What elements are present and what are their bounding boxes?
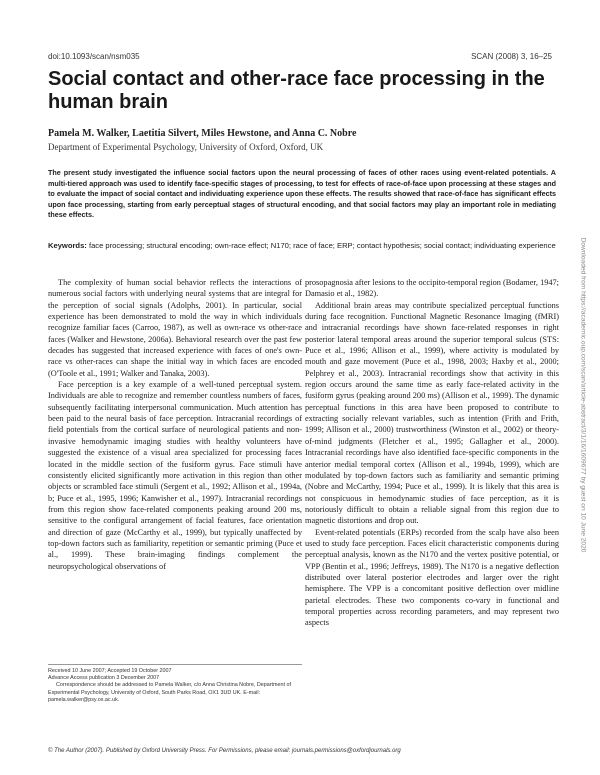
paragraph: Event-related potentials (ERPs) recorded from the scalp have also been used to study face perception. Faces elicit characteristic components during perceptual analysis, known as the N170 and the vertex positive potential, or VPP (Bentin et al., 1996; Jeffreys, 1989). The N170 is a negative deflection distributed over lateral posterior electrodes and larger over the right hemisphere. The VPP is a concomitant positive deflection over midline parietal electrodes. These two components co-vary in functional and temporal properties across recording parameters, and may represent two aspects — [305, 527, 559, 628]
doi-header: doi:10.1093/scan/nsm035 — [48, 52, 140, 61]
left-column — [48, 277, 302, 572]
article-title: Social contact and other-race face processing in the human brain — [48, 68, 545, 113]
copyright-notice: © The Author (2007). Published by Oxford University Press. For Permissions, please email: journals.permissions@oxfordjournals.org — [48, 748, 401, 754]
download-watermark: Downloaded from https://academic.oup.com/scan/article-abstract/3/1/16/1609677 by guest on 10 June 2020 — [579, 237, 587, 553]
author-list: Pamela M. Walker, Laetitia Silvert, Miles Hewstone, and Anna C. Nobre — [48, 128, 357, 139]
keywords-label: Keywords: — [48, 241, 87, 250]
received-date: Received 10 June 2007; Accepted 19 October 2007 — [48, 668, 172, 674]
paragraph: prosopagnosia after lesions to the occipito-temporal region (Bodamer, 1947; Damasio et al., 1982). — [305, 278, 559, 299]
paragraph: The complexity of human social behavior reflects the interactions of numerous social factors with underlying neural systems that are integral for the perception of social signals (Adolphs, 2001). In particular, social experience has been demonstrated to mold the way in which individuals recognize familiar faces (Carroo, 1987), as well as own-race vs other-race faces (Walker and Hewstone, 2006a). Behavioral research over the past few decades has suggested that increased experience with faces of one's own-race vs other-races can shape the initial way in which faces are encoded (O'Toole et al., 1991; Walker and Tanaka, 2003). — [48, 278, 302, 378]
affiliation: Department of Experimental Psychology, University of Oxford, Oxford, UK — [48, 142, 324, 152]
abstract: The present study investigated the influence social factors upon the neural processing of faces of other races using event-related potentials. A multi-tiered approach was used to identify face-specific stages of processing, to test for effects of race-of-face upon processing at these stages and to evaluate the impact of social contact and individuating experience upon these effects. The results showed that race-of-face has significant effects upon face processing, starting from early perceptual stages of structural encoding, and that social factors may play an important role in mediating these effects. — [48, 168, 556, 220]
keywords — [48, 241, 556, 252]
journal-citation: SCAN (2008) 3, 16–25 — [471, 52, 552, 61]
keywords-text: face processing; structural encoding; own-race effect; N170; race of face; ERP; contact hypothesis; social contact; individuating experience — [88, 241, 556, 250]
footnote-divider — [48, 664, 302, 665]
footnotes — [48, 664, 302, 704]
paragraph: Additional brain areas may contribute specialized perceptual functions during face recognition. Functional Magnetic Resonance Imaging (fMRI) and intracranial recordings have shown face-related responses in right posterior lateral temporal areas around the superior temporal sulcus (STS: Puce et al., 1996; Allison et al., 1999), where activity is modulated by mouth and gaze movement (Puce et al., 1998, 2003; Haxby et al., 2000; Pelphrey et al., 2003). Intracranial recordings show that activity in this region occurs around the same time as early face-related activity in the fusiform gyrus (peaking around 200 ms) (Allison et al., 1999). The dynamic perceptual functions in this area have been proposed to contribute to extracting socially relevant variables, such as intention (Frith and Frith, 1999; Allison et al., 2000) trustworthiness (Winston et al., 2002) or theory-of-mind judgments (Fletcher et al., 1995; Gallagher et al., 2000). Intracranial recordings have also identified face-specific components in the anterior medial temporal cortex (Allison et al., 1994b, 1999), which are modulated by top-down factors such as familiarity and semantic priming (Nobre and McCarthy, 1994; Puce et al., 1999). It is likely that this area is not conspicuous in hemodynamic studies of face perception, as it is notoriously difficult to obtain a reliable signal from this region due to magnetic distortions and drop out. — [305, 300, 559, 526]
correspondence-note: Correspondence should be addressed to Pamela Walker, c/o Anna Christina Nobre, Department of Experimental Psychology, University of Oxford, South Parks Road, OX1 3UD UK. E-mail: pamela.walker@psy.ox.ac.uk. — [48, 682, 292, 703]
right-column — [305, 277, 559, 629]
paragraph: Face perception is a key example of a well-tuned perceptual system. Individuals are able to recognize and remember countless numbers of faces, subsequently facilitating interpersonal communication. Much attention has been paid to the neural basis of face perception. Intracranial recordings of field potentials from the cortical surface of neurological patients and non-invasive hemodynamic imaging studies with healthy volunteers have suggested the existence of a visual area specialized for processing faces located in the middle section of the fusiform gyrus. Face stimuli have consistently elicited significantly more activation in this region than other objects or scrambled face stimuli (Sergent et al., 1992; Allison et al., 1994a, b; Puce et al., 1995, 1996; Kanwisher et al., 1997). Intracranial recordings from this region show face-related components peaking around 200 ms, sensitive to the configural arrangement of facial features, face orientation and direction of gaze (McCarthy et al., 1999), but typically unaffected by top-down factors such as familiarity, repetition or semantic priming (Puce et al., 1999). These brain-imaging findings complement the neuropsychological observations of — [48, 380, 302, 571]
advance-access-date: Advance Access publication 3 December 2007 — [48, 675, 160, 682]
